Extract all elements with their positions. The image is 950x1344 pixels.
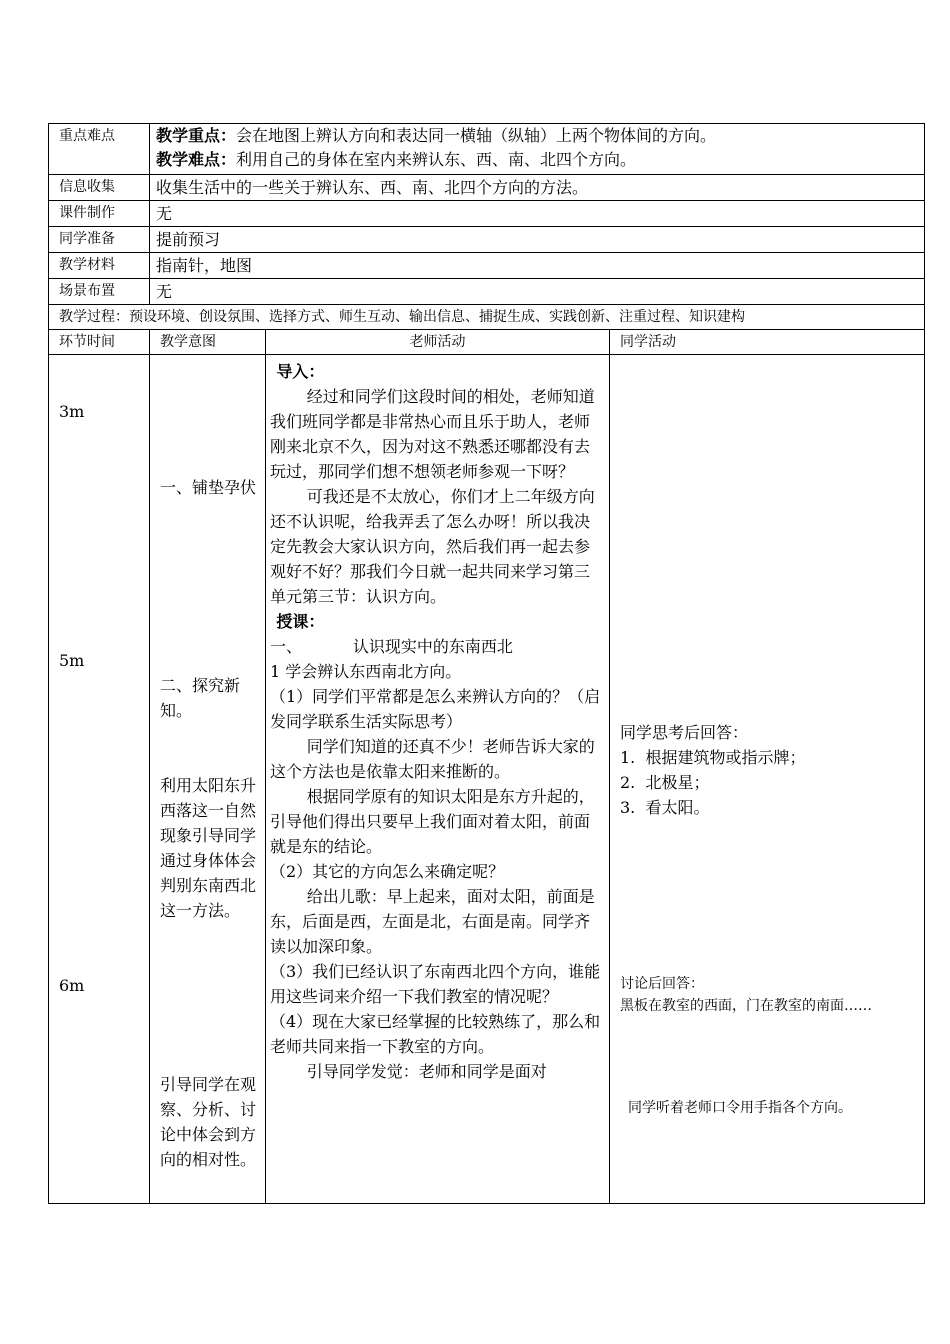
label-materials: 教学材料 — [49, 253, 150, 279]
row-materials — [49, 253, 925, 279]
student-1-item-1: 1. 根据建筑物或指示牌； — [620, 748, 806, 767]
question-4: （4）现在大家已经掌握的比较熟练了，那么和老师共同来指一下教室的方向。 — [270, 1012, 601, 1056]
intro-title: 导入： — [276, 362, 325, 381]
lesson-plan-page — [48, 123, 924, 1204]
intent-3: 利用太阳东升西落这一自然现象引导同学通过身体体会判别东南西北这一方法。 — [160, 776, 257, 920]
header-student: 同学活动 — [610, 330, 925, 355]
value-prep: 提前预习 — [150, 227, 925, 253]
row-prep — [49, 227, 925, 253]
para-6: 引导同学发觉：老师和同学是面对 — [306, 1062, 547, 1081]
intent-1: 一、铺垫孕伏 — [160, 478, 257, 497]
row-headers — [49, 330, 925, 355]
row-focus — [49, 124, 925, 175]
time-2: 5m — [59, 651, 85, 670]
student-1-title: 同学思考后回答： — [620, 723, 749, 742]
header-time: 环节时间 — [49, 330, 150, 355]
lesson-plan-table — [48, 123, 925, 1204]
time-3: 6m — [59, 976, 85, 995]
student-1-item-3: 3. 看太阳。 — [620, 798, 710, 817]
row-scene — [49, 279, 925, 305]
intro-para-2: 可我还是不太放心，你们才上二年级方向还不认识呢，给我弄丢了怎么办呀！所以我决定先教会大家认识方向，然后我们再一起去参观好不好？那我们今日就一起共同来学习第三单元第三节：认识方向。 — [270, 487, 595, 606]
row-body — [49, 355, 925, 1204]
label-info: 信息收集 — [49, 175, 150, 201]
focus-key-text: 会在地图上辨认方向和表达同一横轴（纵轴）上两个物体间的方向。 — [236, 126, 717, 145]
value-materials: 指南针，地图 — [150, 253, 925, 279]
header-intent: 教学意图 — [150, 330, 266, 355]
time-1: 3m — [59, 402, 85, 421]
teacher-cell — [266, 355, 610, 1204]
header-teacher: 老师活动 — [266, 330, 610, 355]
process-line: 教学过程：预设环境、创设氛围、选择方式、师生互动、输出信息、捕捉生成、实践创新、注重过程、知识建构 — [49, 305, 925, 330]
student-1-item-2: 2. 北极星； — [620, 773, 710, 792]
value-courseware: 无 — [150, 201, 925, 227]
label-courseware: 课件制作 — [49, 201, 150, 227]
section-1: 一、 认识现实中的东南西北 — [270, 637, 513, 656]
label-scene: 场景布置 — [49, 279, 150, 305]
row-courseware — [49, 201, 925, 227]
intro-para-1: 经过和同学们这段时间的相处，老师知道我们班同学都是非常热心而且乐于助人，老师刚来北京不久，因为对这不熟悉还哪都没有去玩过，那同学们想不想领老师参观一下呀？ — [270, 387, 595, 481]
para-4: 根据同学原有的知识太阳是东方升起的，引导他们得出只要早上我们面对着太阳，前面就是东的结论。 — [270, 787, 595, 856]
student-block-1 — [620, 720, 920, 820]
row-info — [49, 175, 925, 201]
row-process — [49, 305, 925, 330]
label-prep: 同学准备 — [49, 227, 150, 253]
value-scene: 无 — [150, 279, 925, 305]
question-2: （2）其它的方向怎么来确定呢？ — [270, 862, 505, 881]
student-cell — [610, 355, 925, 1204]
question-3: （3）我们已经认识了东南西北四个方向，谁能用这些词来介绍一下我们教室的情况呢？ — [270, 962, 601, 1006]
focus-content — [150, 124, 925, 175]
student-2-title: 讨论后回答： — [620, 976, 704, 992]
time-cell — [49, 355, 150, 1204]
value-info: 收集生活中的一些关于辨认东、西、南、北四个方向的方法。 — [150, 175, 925, 201]
student-2-text: 黑板在教室的西面，门在教室的南面…… — [620, 998, 872, 1014]
lesson-title: 授课： — [276, 612, 325, 631]
para-3: 同学们知道的还真不少！老师告诉大家的这个方法也是依靠太阳来推断的。 — [270, 737, 595, 781]
intent-cell — [150, 355, 266, 1204]
student-block-2 — [620, 973, 920, 1017]
intent-4: 引导同学在观察、分析、讨论中体会到方向的相对性。 — [160, 1075, 257, 1169]
section-1-1: 1 学会辨认东西南北方向。 — [270, 662, 462, 681]
para-5: 给出儿歌：早上起来，面对太阳，前面是东，后面是西，左面是北，右面是南。同学齐读以加深印象。 — [270, 887, 595, 956]
intent-2: 二、探究新知。 — [160, 676, 241, 720]
focus-hard-label: 教学难点： — [156, 150, 237, 169]
label-focus: 重点难点 — [49, 124, 150, 175]
focus-hard-text: 利用自己的身体在室内来辨认东、西、南、北四个方向。 — [236, 150, 637, 169]
question-1: （1）同学们平常都是怎么来辨认方向的？（启发同学联系生活实际思考） — [270, 687, 601, 731]
focus-key-label: 教学重点： — [156, 126, 237, 145]
student-3-text: 同学听着老师口令用手指各个方向。 — [628, 1100, 852, 1116]
